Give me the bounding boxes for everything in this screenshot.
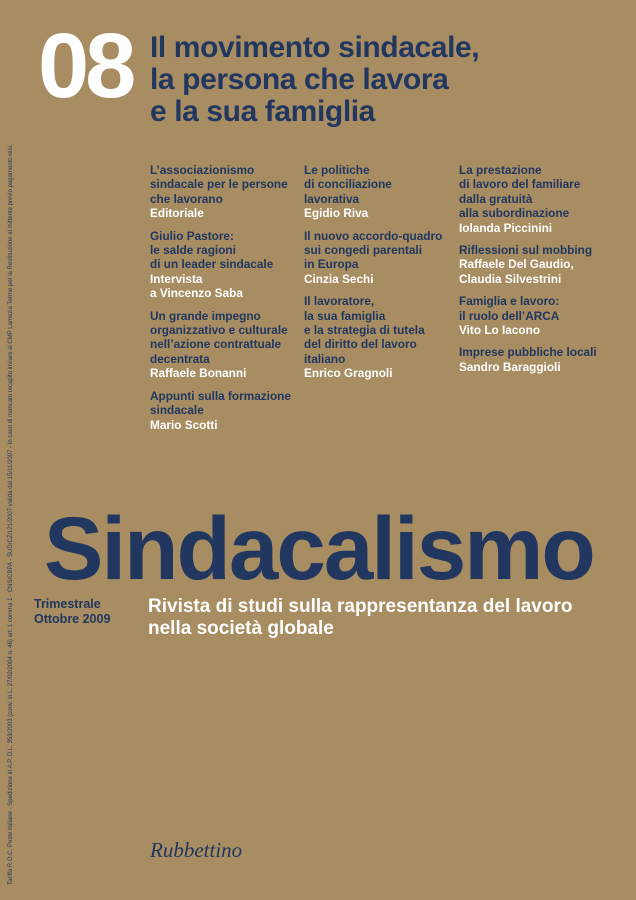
article-title: La prestazione: [459, 163, 542, 177]
article-entry: [304, 163, 454, 221]
article-title: le salde ragioni: [150, 243, 236, 258]
article-title: Un grande impegno: [150, 308, 261, 323]
article-title: in Europa: [304, 257, 359, 272]
contents-column-1: [150, 163, 300, 440]
article-title: di lavoro del familiare: [459, 177, 581, 192]
article-entry: [150, 389, 300, 432]
article-title: decentrata: [150, 351, 210, 366]
journal-subtitle: [148, 596, 618, 640]
article-title: il ruolo dell’ARCA: [459, 308, 560, 323]
article-title: Famiglia e lavoro:: [459, 294, 560, 309]
headline-line: Il movimento sindacale,: [150, 31, 480, 64]
article-title: e la strategia di tutela: [304, 323, 425, 338]
article-title: L’associazionismo: [150, 163, 255, 177]
article-title: Il nuovo accordo-quadro: [304, 228, 443, 243]
article-title: italiano: [304, 351, 346, 366]
article-title: sindacale: [150, 403, 204, 418]
article-title: Riflessioni sul mobbing: [459, 243, 593, 258]
article-entry: [150, 163, 300, 221]
issue-date: Ottobre 2009: [34, 612, 111, 626]
headline-line: la persona che lavora: [150, 63, 449, 96]
article-author: Iolanda Piccinini: [459, 220, 553, 235]
article-entry: [459, 243, 609, 286]
headline-line: e la sua famiglia: [150, 95, 375, 128]
subtitle-line: nella società globale: [148, 618, 334, 639]
article-author: a Vincenzo Saba: [150, 286, 243, 301]
article-entry: [150, 309, 300, 381]
article-author: Editoriale: [150, 206, 204, 221]
subtitle-line: Rivista di studi sulla rappresentanza del lavoro: [148, 596, 573, 617]
article-title: organizzativo e culturale: [150, 323, 288, 338]
article-author: Intervista: [150, 271, 203, 286]
article-author: Egidio Riva: [304, 206, 369, 221]
article-entry: [150, 229, 300, 301]
article-entry: [459, 294, 609, 337]
article-title: Appunti sulla formazione: [150, 388, 291, 403]
article-title: lavorativa: [304, 191, 360, 206]
article-title: Il lavoratore,: [304, 294, 375, 309]
article-author: Cinzia Sechi: [304, 271, 374, 286]
article-entry: [459, 163, 609, 235]
article-title: Imprese pubbliche locali: [459, 345, 597, 360]
publisher-logo: Rubbettino: [150, 838, 243, 862]
article-entry: [459, 345, 609, 374]
article-author: Raffaele Bonanni: [150, 366, 247, 381]
article-author: Mario Scotti: [150, 417, 218, 432]
masthead-title: Sindacalismo: [44, 498, 594, 598]
article-title: del diritto del lavoro: [304, 337, 417, 352]
article-author: Claudia Silvestrini: [459, 271, 562, 286]
article-entry: [304, 294, 454, 380]
issue-number: 08: [38, 15, 133, 117]
article-title: sui congedi parentali: [304, 243, 422, 258]
article-author: Enrico Gragnoli: [304, 366, 393, 381]
article-title: che lavorano: [150, 191, 223, 206]
article-title: di un leader sindacale: [150, 257, 274, 272]
article-title: la sua famiglia: [304, 308, 386, 323]
article-title: dalla gratuità: [459, 191, 533, 206]
article-entry: [304, 229, 454, 287]
article-author: Sandro Baraggioli: [459, 359, 561, 374]
article-title: alla subordinazione: [459, 206, 570, 221]
article-title: Giulio Pastore:: [150, 228, 234, 243]
article-author: Raffaele Del Gaudio,: [459, 257, 574, 272]
contents-column-2: [304, 163, 454, 389]
issue-headline: [150, 32, 620, 128]
issue-meta: [34, 597, 110, 627]
article-title: di conciliazione: [304, 177, 392, 192]
article-title: nell’azione contrattuale: [150, 337, 282, 352]
contents-column-3: [459, 163, 609, 382]
article-title: Le politiche: [304, 163, 370, 177]
postal-notice: Tariffa R.O.C. Poste italiane - Spedizione in A.P. D.L. 353/2003 (conv. in L. 27/02/2004 n. 46) art. 1 comma 1 - CNS/CBPA - SUD/CZ/121/2007 valida dal 15/11/2007 - In caso di mancato recapito inviare al CMP Lamezia Terme per la Restituzione al mittente previo pagamento resi.: [8, 144, 14, 885]
article-title: sindacale per le persone: [150, 177, 288, 192]
frequency: Trimestrale: [34, 597, 101, 611]
article-author: Vito Lo Iacono: [459, 323, 541, 338]
